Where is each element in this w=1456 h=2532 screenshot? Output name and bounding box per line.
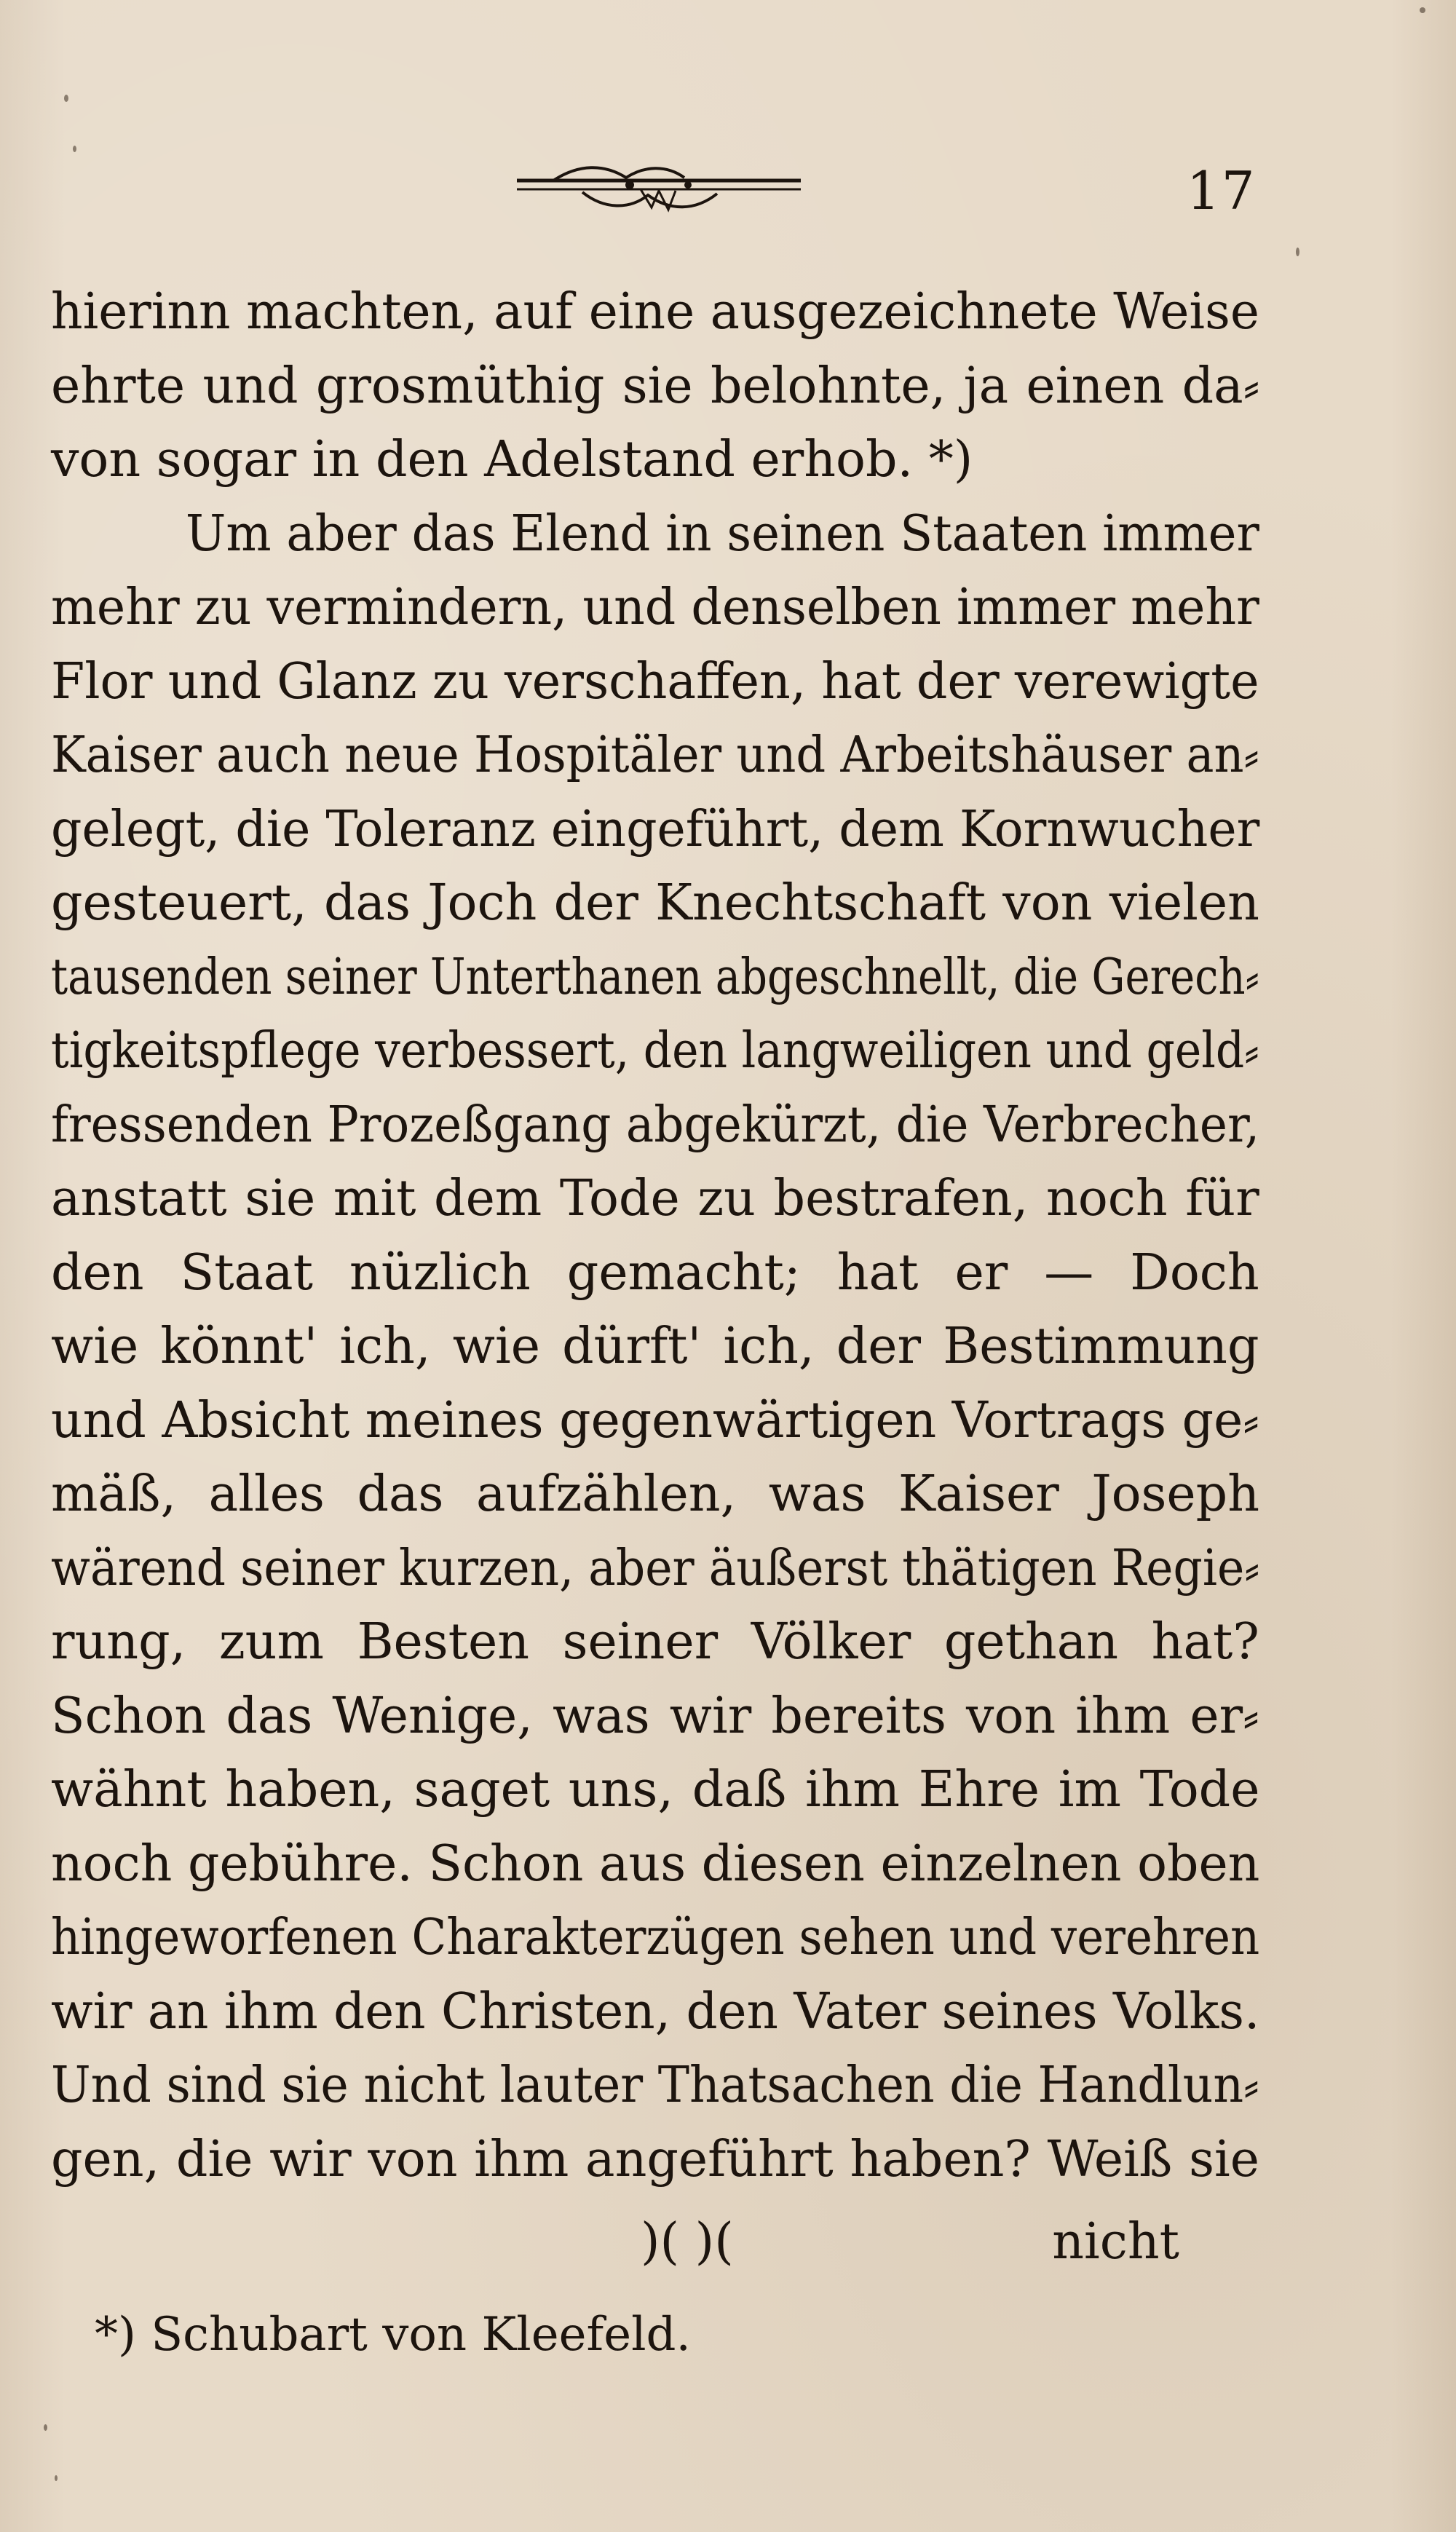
page-number: 17 — [1187, 160, 1257, 221]
body-line: wir an ihm den Christen, den Vater seines Volks. — [51, 1982, 1260, 2041]
paper-speck — [44, 2424, 47, 2431]
body-line: Schon das Wenige, was wir bereits von ihm er⸗ — [51, 1687, 1259, 1745]
body-line: mäß, alles das aufzählen, was Kaiser Joseph — [51, 1465, 1259, 1523]
body-line: gesteuert, das Joch der Knechtschaft von vielen — [51, 874, 1259, 932]
body-line: von sogar in den Adelstand erhob. *) — [51, 431, 973, 488]
paper-speck — [1296, 248, 1299, 256]
body-line: Flor und Glanz zu verschaffen, hat der verewigte — [51, 652, 1259, 711]
body-line: wie könnt' ich, wie dürft' ich, der Bestimmung — [51, 1318, 1259, 1375]
body-line: tausenden seiner Unterthanen abgeschnellt, die Gerech⸗ — [51, 948, 1259, 1006]
body-line: anstatt sie mit dem Tode zu bestrafen, noch für — [51, 1170, 1259, 1227]
body-line: Und sind sie nicht lauter Thatsachen die Handlun⸗ — [51, 2057, 1259, 2114]
body-line: und Absicht meines gegenwärtigen Vortrags ge⸗ — [51, 1391, 1259, 1449]
paper-speck — [64, 95, 68, 102]
body-line: wähnt haben, saget uns, daß ihm Ehre im Tode — [51, 1761, 1260, 1819]
catchword: nicht — [1052, 2213, 1179, 2271]
body-line: Kaiser auch neue Hospitäler und Arbeitshäuser an⸗ — [51, 727, 1259, 784]
body-line: gen, die wir von ihm angeführt haben? Weiß sie — [51, 2130, 1259, 2188]
body-line: mehr zu vermindern, und denselben immer mehr — [51, 579, 1259, 636]
paper-speck — [55, 2475, 58, 2481]
body-line: Um aber das Elend in seinen Staaten immer — [186, 505, 1259, 563]
signature-mark: )( )( — [641, 2213, 734, 2271]
footnote: *) Schubart von Kleefeld. — [95, 2308, 691, 2362]
ornament-rule — [510, 146, 815, 226]
body-line: ehrte und grosmüthig sie belohnte, ja einen da⸗ — [51, 357, 1260, 415]
body-line: noch gebühre. Schon aus diesen einzelnen oben — [51, 1835, 1260, 1893]
body-line: gelegt, die Toleranz eingeführt, dem Kornwucher — [51, 800, 1260, 858]
body-text — [51, 275, 1259, 2196]
body-line: fressenden Prozeßgang abgekürzt, die Verbrecher, — [51, 1096, 1260, 1154]
paper-speck — [1420, 7, 1425, 13]
body-line: wärend seiner kurzen, aber äußerst thätigen Regie⸗ — [51, 1539, 1260, 1597]
body-line: den Staat nüzlich gemacht; hat er — Doch — [51, 1243, 1259, 1302]
body-line: hingeworfenen Charakterzügen sehen und verehren — [51, 1909, 1260, 1966]
catchword-line — [51, 2213, 1259, 2286]
body-line: rung, zum Besten seiner Völker gethan hat? — [51, 1613, 1259, 1671]
paper-speck — [73, 146, 76, 152]
body-line: hierinn machten, auf eine ausgezeichnete Weise — [51, 283, 1259, 341]
body-line: tigkeitspflege verbessert, den langweiligen und geld⸗ — [51, 1022, 1259, 1080]
